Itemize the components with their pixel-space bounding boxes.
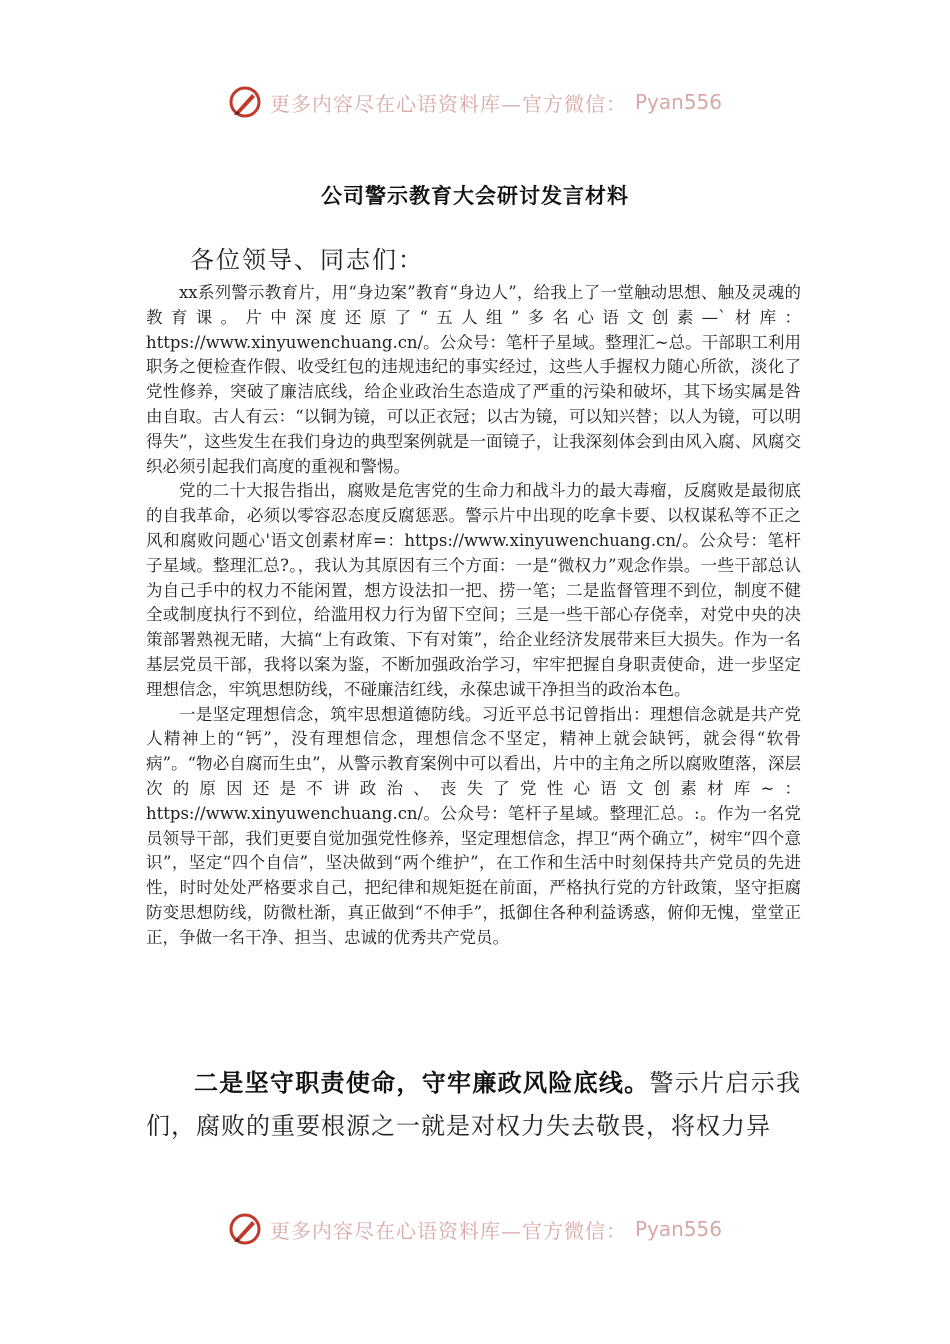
document-body bbox=[146, 281, 801, 951]
banner-contact: Pyan556 bbox=[634, 90, 722, 114]
section-text: 警示片启示我们，腐败的重要根源之一就是对权力失去敬畏，将权力异 bbox=[146, 1069, 802, 1140]
section-heading: 二是坚守职责使命，守牢廉政风险底线。 bbox=[194, 1069, 650, 1097]
banner-text: 更多内容尽在心语资料库—官方微信： bbox=[269, 1218, 627, 1243]
section-two-paragraph bbox=[146, 1062, 801, 1148]
pen-logo-icon bbox=[228, 85, 262, 119]
banner-contact: Pyan556 bbox=[634, 1217, 722, 1241]
greeting: 各位领导、同志们： bbox=[190, 246, 424, 274]
document-title: 公司警示教育大会研讨发言材料 bbox=[321, 184, 629, 208]
paragraph: 党的二十大报告指出，腐败是危害党的生命力和战斗力的最大毒瘤，反腐败是最彻底的自我革命，必须以零容忍态度反腐惩恶。警示片中出现的吃拿卡要、以权谋私等不正之风和腐败问题心'语文创素材库=：https://www.xinyuwenchuang.cn/。公众号：笔杆子星域。整理汇总?。，我认为其原因有三个方面：一是“微权力”观念作祟。一些干部总认为自己手中的权力不能闲置，想方设法扣一把、捞一笔；二是监督管理不到位，制度不健全或制度执行不到位，给滥用权力行为留下空间；三是一些干部心存侥幸，对党中央的决策部署熟视无睹，大搞“上有政策、下有对策”，给企业经济发展带来巨大损失。作为一名基层党员干部，我将以案为鉴，不断加强政治学习，牢牢把握自身职责使命，进一步坚定理想信念，牢筑思想防线，不碰廉洁红线，永葆忠诚干净担当的政治本色。 bbox=[146, 481, 801, 699]
paragraph: xx系列警示教育片，用“身边案”教育“身边人”，给我上了一堂触动思想、触及灵魂的教育课。片中深度还原了“五人组”多名心语文创素—`材库：https://www.xinyuwenchuang.cn/。公众号：笔杆子星域。整理汇~总。干部职工利用职务之便检查作假、收受红包的违规违纪的事实经过，这些人手握权力随心所欲，淡化了党性修养，突破了廉洁底线，给企业政治生态造成了严重的污染和破坏，其下场实属是咎由自取。古人有云：“以铜为镜，可以正衣冠；以古为镜，可以知兴替；以人为镜，可以明得失”，这些发生在我们身边的典型案例就是一面镜子，让我深刻体会到由风入腐、风腐交织必须引起我们高度的重视和警惕。 bbox=[146, 283, 801, 476]
header-banner bbox=[0, 82, 950, 122]
banner-text: 更多内容尽在心语资料库—官方微信： bbox=[269, 91, 627, 116]
footer-banner bbox=[0, 1209, 950, 1249]
paragraph: 一是坚定理想信念，筑牢思想道德防线。习近平总书记曾指出：理想信念就是共产党人精神上的“钙”，没有理想信念，理想信念不坚定，精神上就会缺钙，就会得“软骨病”。“物必自腐而生虫”，从警示教育案例中可以看出，片中的主角之所以腐败堕落，深层次的原因还是不讲政治、丧失了党性心语文创素材库~：https://www.xinyuwenchuang.cn/。公众号：笔杆子星域。整理汇总。:。作为一名党员领导干部，我们更要自觉加强党性修养，坚定理想信念，捍卫“两个确立”，树牢“四个意识”，坚定“四个自信”，坚决做到“两个维护”，在工作和生活中时刻保持共产党员的先进性，时时处处严格要求自己，把纪律和规矩挺在前面，严格执行党的方针政策，坚守拒腐防变思想防线，防微杜渐，真正做到“不伸手”，抵御住各种利益诱惑，俯仰无愧，堂堂正正，争做一名干净、担当、忠诚的优秀共产党员。 bbox=[146, 704, 801, 947]
pen-logo-icon bbox=[228, 1212, 262, 1246]
